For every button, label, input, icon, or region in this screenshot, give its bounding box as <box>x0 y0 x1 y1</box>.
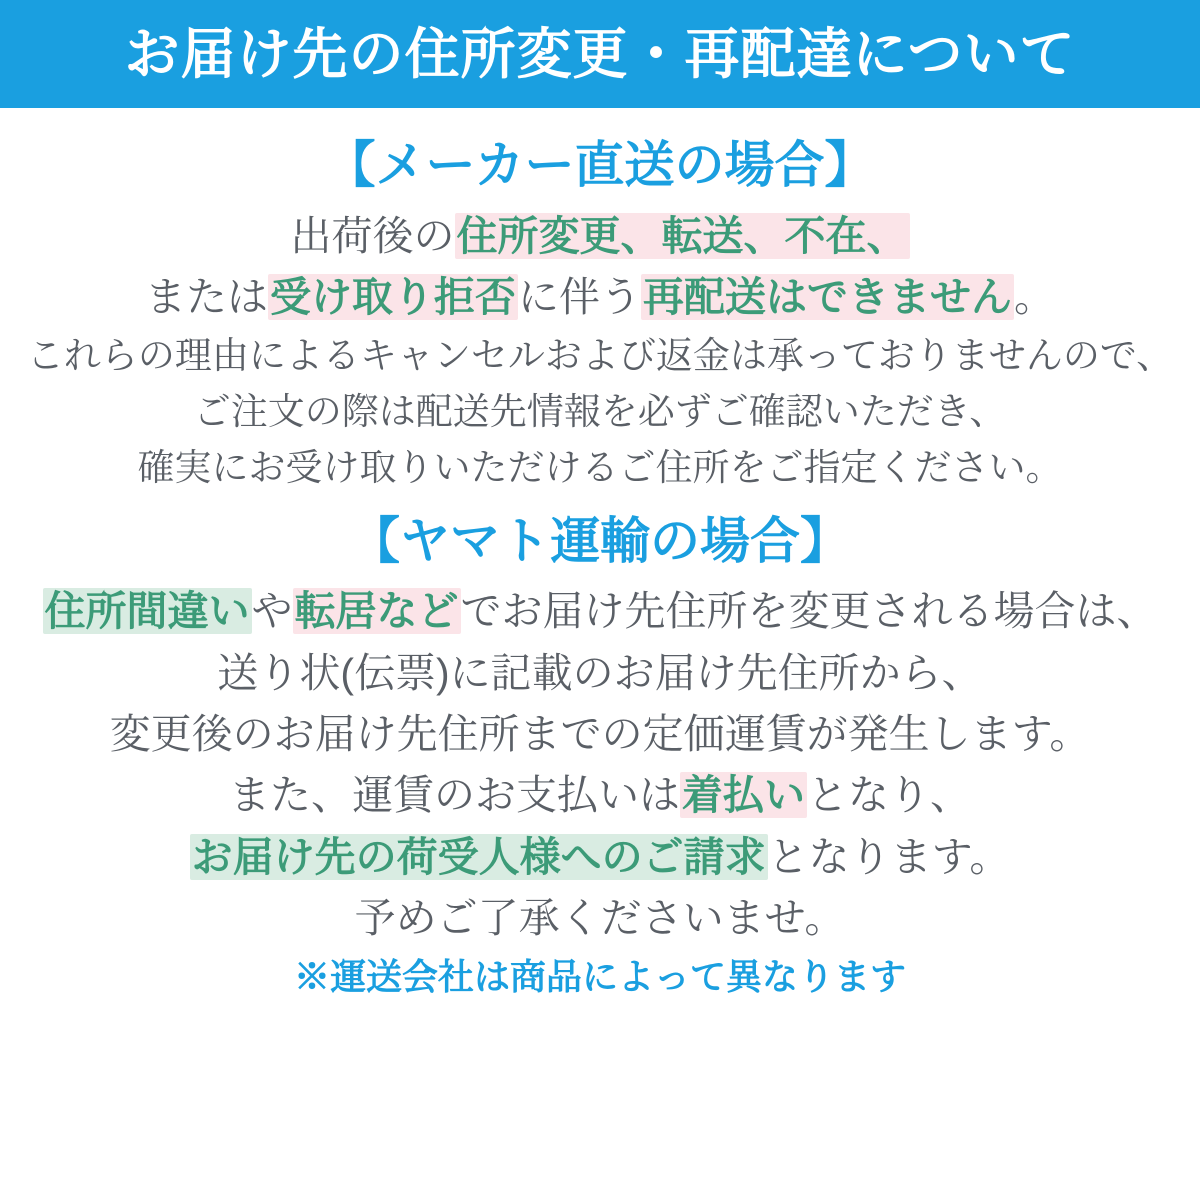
notice-line <box>10 829 1190 886</box>
text-segment: 予めご了承くださいませ。 <box>354 895 846 942</box>
text-segment: や <box>251 588 293 635</box>
text-segment: 出荷後の <box>290 212 455 259</box>
text-segment: 送り状(伝票)に記載のお届け先住所から、 <box>217 649 983 696</box>
text-segment: でお届け先住所を変更される場合は、 <box>460 588 1158 635</box>
notice-line <box>10 767 1190 824</box>
footnote: ※運送会社は商品によって異なります <box>293 955 906 997</box>
notice-line <box>10 208 1190 265</box>
text-segment: となり、 <box>807 772 971 819</box>
text-segment: となります。 <box>767 833 1011 880</box>
notice-line <box>10 269 1190 326</box>
page-header <box>0 0 1200 108</box>
text-segment-highlight: 住所間違い <box>44 588 250 635</box>
page-title: お届け先の住所変更・再配達について <box>124 22 1076 85</box>
text-segment-highlight: 住所変更、転送、不在、 <box>456 212 908 259</box>
section-heading-maker-direct: 【メーカー直送の場合】 <box>325 137 875 193</box>
section-heading-yamato: 【ヤマト運輸の場合】 <box>350 512 850 569</box>
notice-line <box>10 330 1190 382</box>
notice-content <box>0 108 1200 1000</box>
text-segment: に伴う <box>518 273 641 320</box>
text-segment-highlight: 再配送はできません <box>643 273 1012 320</box>
notice-line <box>10 442 1190 494</box>
notice-line <box>10 386 1190 438</box>
text-segment: これらの理由によるキャンセルおよび返金は承っておりませんので、 <box>26 335 1174 377</box>
text-segment: 変更後のお届け先住所までの定価運賃が発生します。 <box>109 710 1091 757</box>
text-segment-highlight: お届け先の荷受人様へのご請求 <box>191 833 766 880</box>
text-segment: ご注文の際は配送先情報を必ずご確認いただき、 <box>193 391 1007 433</box>
text-segment-highlight: 着払い <box>682 772 805 819</box>
notice-line <box>10 583 1190 640</box>
text-segment: 。 <box>1014 273 1055 320</box>
text-segment: また、運賃のお支払いは <box>229 772 680 819</box>
text-segment-highlight: 受け取り拒否 <box>270 273 516 320</box>
notice-line <box>10 706 1190 763</box>
notice-line <box>10 890 1190 947</box>
text-segment-highlight: 転居など <box>294 588 459 635</box>
text-segment: または <box>145 273 268 320</box>
notice-line <box>10 645 1190 702</box>
text-segment: 確実にお受け取りいただけるご住所をご指定ください。 <box>137 446 1063 488</box>
